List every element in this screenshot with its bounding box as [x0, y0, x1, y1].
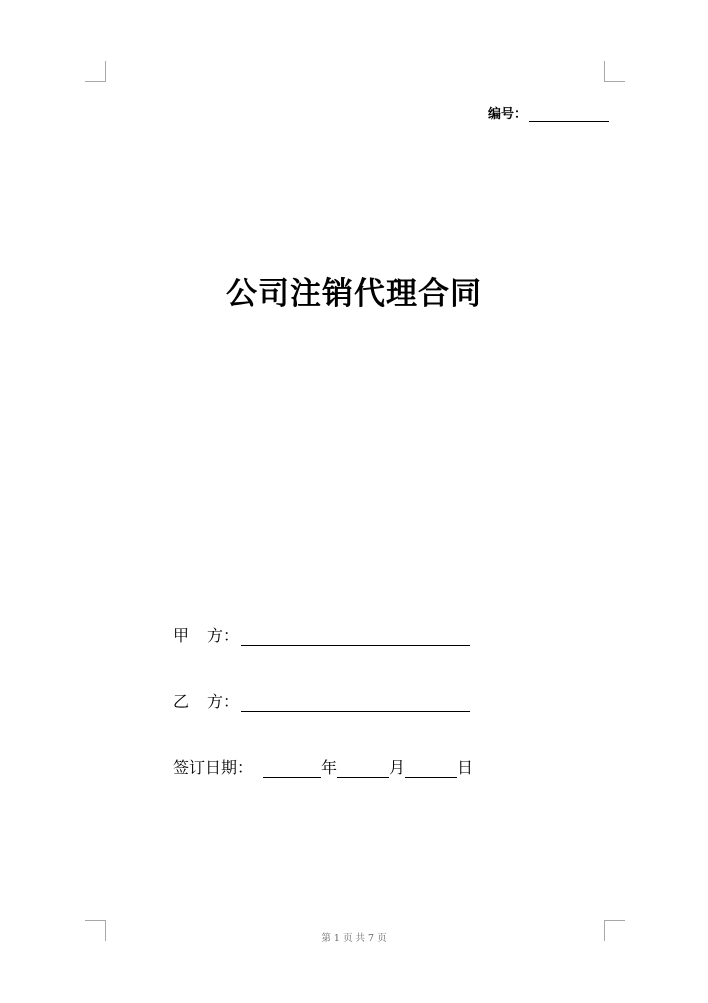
party-a-blank [241, 627, 470, 646]
signing-month-blank [337, 759, 389, 778]
party-a-label-suffix: 方： [207, 626, 240, 645]
party-b-line [173, 689, 470, 712]
signing-date-line [173, 755, 473, 778]
party-b-label: 乙 [173, 692, 190, 711]
crop-mark-top-right [604, 61, 625, 82]
party-a-line [173, 623, 470, 646]
page-footer: 第 1 页 共 7 页 [321, 933, 387, 944]
signing-date-label: 签订日期： [173, 758, 254, 777]
serial-number-blank [529, 107, 609, 122]
party-b-blank [241, 693, 470, 712]
signing-year-label: 年 [321, 758, 338, 777]
signing-day-blank [405, 759, 457, 778]
document-title: 公司注销代理合同 [226, 276, 482, 312]
signing-month-label: 月 [389, 758, 406, 777]
signing-day-label: 日 [457, 758, 474, 777]
signing-year-blank [263, 759, 321, 778]
crop-mark-top-left [85, 61, 106, 82]
serial-number-label: 编号： [488, 107, 528, 122]
party-a-label: 甲 [173, 626, 190, 645]
party-b-label-suffix: 方： [207, 692, 240, 711]
serial-number [488, 103, 609, 122]
